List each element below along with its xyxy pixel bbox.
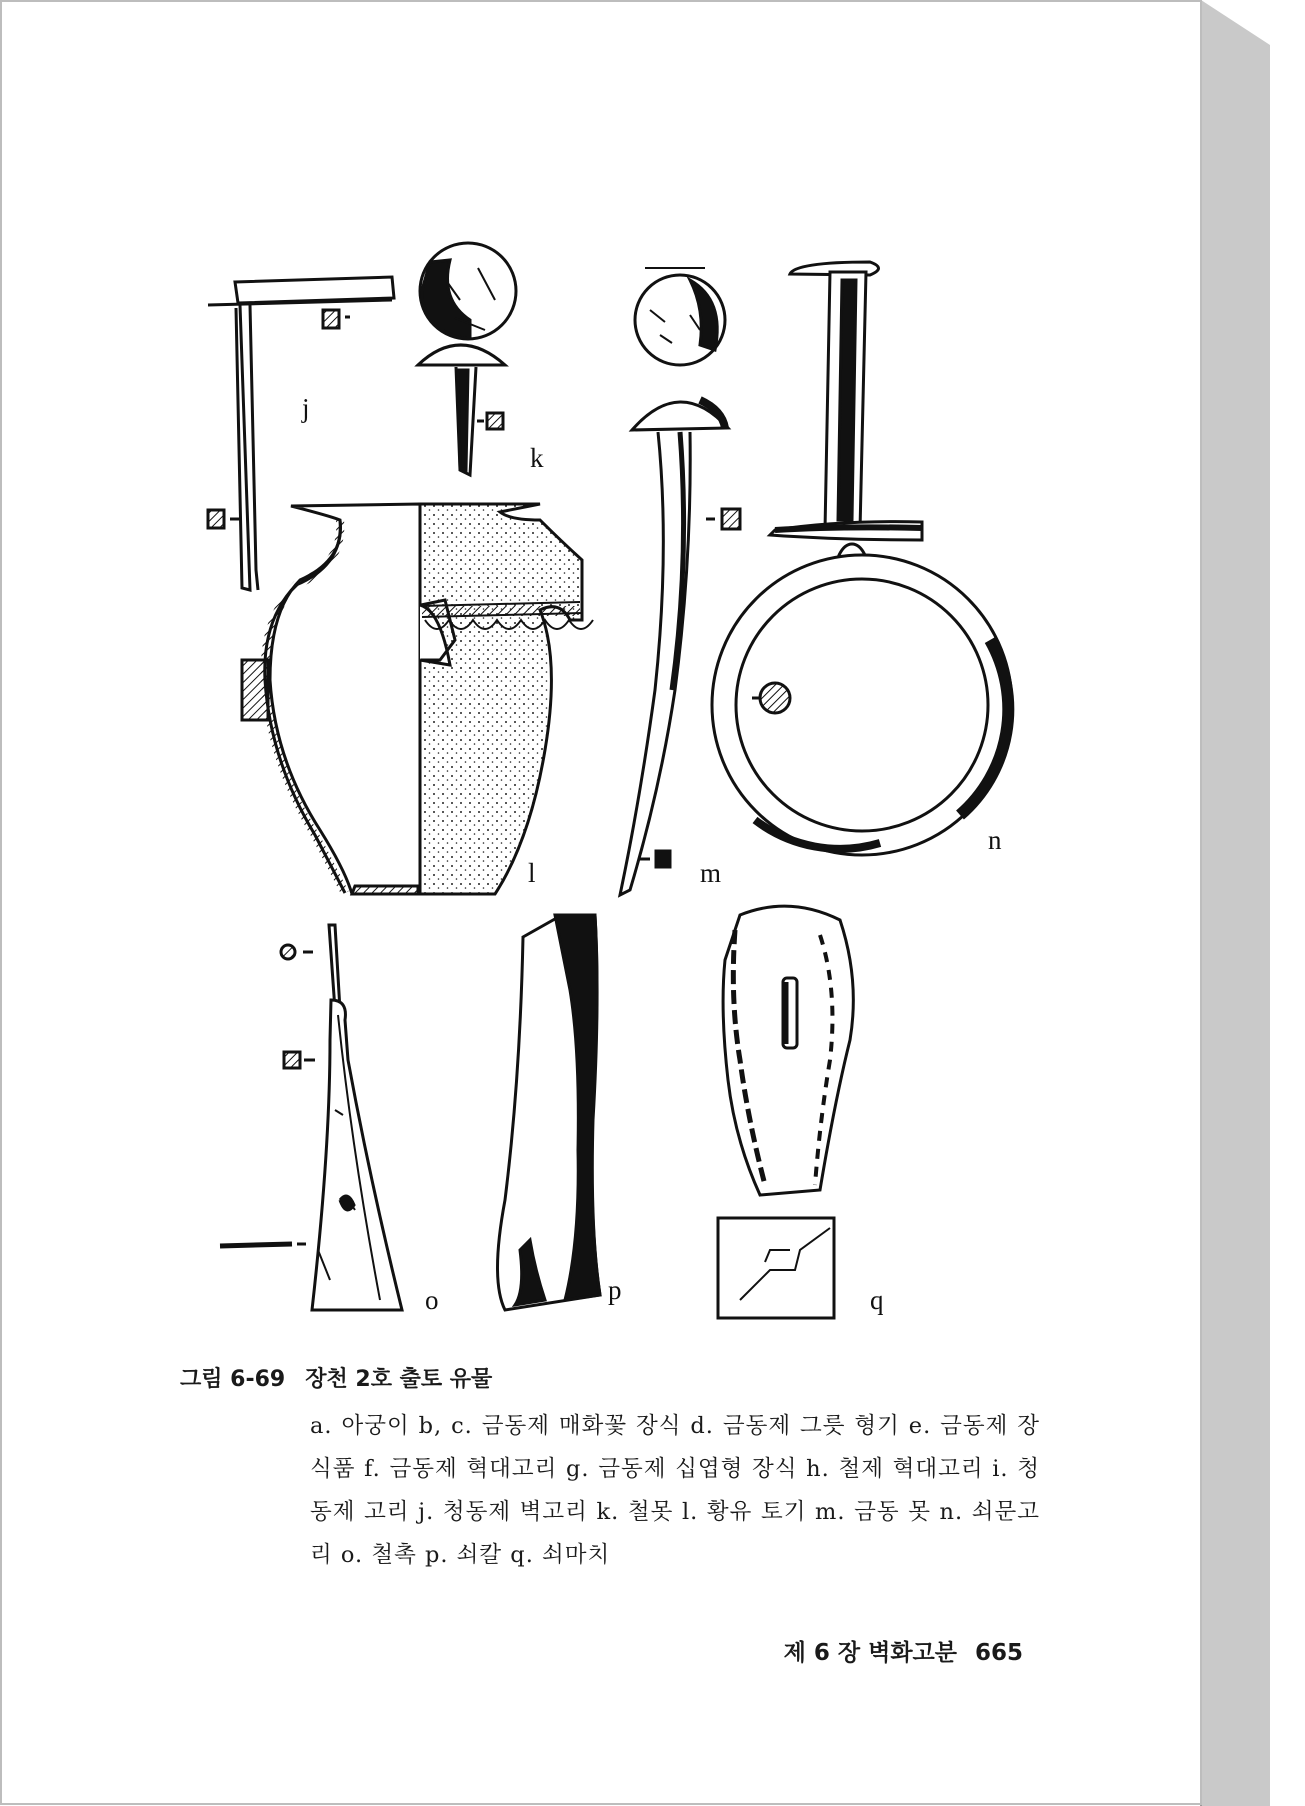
page-footer	[766, 1634, 1023, 1667]
caption-number: 그림 6-69	[180, 1367, 286, 1392]
artifact-k-iron-nail	[418, 243, 516, 475]
artifact-p-knife	[498, 915, 601, 1310]
figure-label-l: l	[528, 858, 536, 888]
figure-label-o: o	[425, 1285, 439, 1315]
page-number: 665	[974, 1640, 1023, 1666]
figure-label-j: j	[302, 393, 310, 423]
figure-label-q: q	[870, 1285, 884, 1315]
caption-heading	[180, 1362, 1040, 1393]
figure-caption	[180, 1362, 1040, 1577]
artifact-l-glazed-jar	[242, 504, 593, 894]
artifact-q-hammer	[718, 906, 853, 1318]
caption-body: a. 아궁이 b, c. 금동제 매화꽃 장식 d. 금동제 그릇 형기 e. 금동제 장식품 f. 금동제 혁대고리 g. 금동제 십엽형 장식 h. 철제 혁대고리 i. 청동제 고리 j. 청동제 벽고리 k. 철못 l. 황유 토기 m. 금동 못 n. 쇠문고리 o. 철촉 p. 쇠칼 q. 쇠마치	[310, 1413, 1040, 1568]
figure-label-n: n	[988, 825, 1002, 855]
chapter-title: 제 6 장 벽화고분	[783, 1640, 957, 1666]
artifact-o-arrowhead	[220, 925, 402, 1310]
artifact-m-gilt-nail	[620, 268, 740, 895]
figure-label-k: k	[530, 443, 544, 473]
figure-label-p: p	[608, 1275, 622, 1305]
artifact-n-door-ring	[712, 262, 1012, 855]
caption-title: 장천 2호 출토 유물	[305, 1367, 493, 1392]
figure-label-m: m	[700, 858, 722, 888]
